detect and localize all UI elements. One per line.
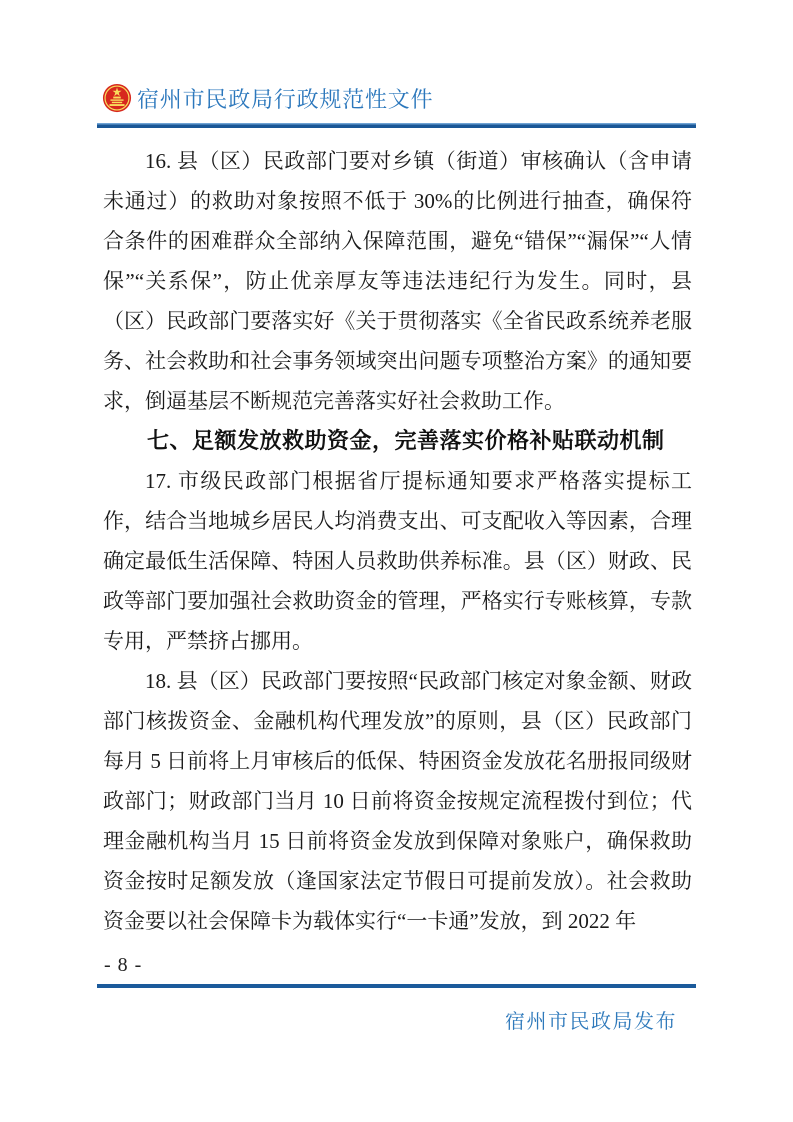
section-heading-7: 七、足额发放救助资金，完善落实价格补贴联动机制 [147,428,665,453]
document-body [103,141,692,941]
page-number: - 8 - [104,954,143,976]
header-divider [97,123,696,128]
paragraph-16: 16. 县（区）民政部门要对乡镇（街道）审核确认（含申请未通过）的救助对象按照不低于 30%的比例进行抽查，确保符合条件的困难群众全部纳入保障范围，避免“错保”“漏保”“人情保”“关系保”，防止优亲厚友等违法违纪行为发生。同时，县（区）民政部门要落实好《关于贯彻落实《全省民政系统养老服务、社会救助和社会事务领域突出问题专项整治方案》的通知要求，倒逼基层不断规范完善落实好社会救助工作。 [103,149,692,413]
header-title: 宿州市民政局行政规范性文件 [137,86,434,112]
publisher-label: 宿州市民政局发布 [505,1011,677,1033]
footer-divider [97,984,696,988]
header-row [102,81,433,115]
national-emblem-icon [102,83,132,113]
paragraph-18: 18. 县（区）民政部门要按照“民政部门核定对象金额、财政部门核拨资金、金融机构代理发放”的原则，县（区）民政部门每月 5 日前将上月审核后的低保、特困资金发放花名册报同级财政部门；财政部门当月 10 日前将资金按规定流程拨付到位；代理金融机构当月 15 日前将资金发放到保障对象账户，确保救助资金按时足额发放（逢国家法定节假日可提前发放）。社会救助资金要以社会保障卡为载体实行“一卡通”发放，到 2022 年 [103,669,692,933]
paragraph-17: 17. 市级民政部门根据省厅提标通知要求严格落实提标工作，结合当地城乡居民人均消费支出、可支配收入等因素，合理确定最低生活保障、特困人员救助供养标准。县（区）财政、民政等部门要加强社会救助资金的管理，严格实行专账核算，专款专用，严禁挤占挪用。 [103,469,692,653]
